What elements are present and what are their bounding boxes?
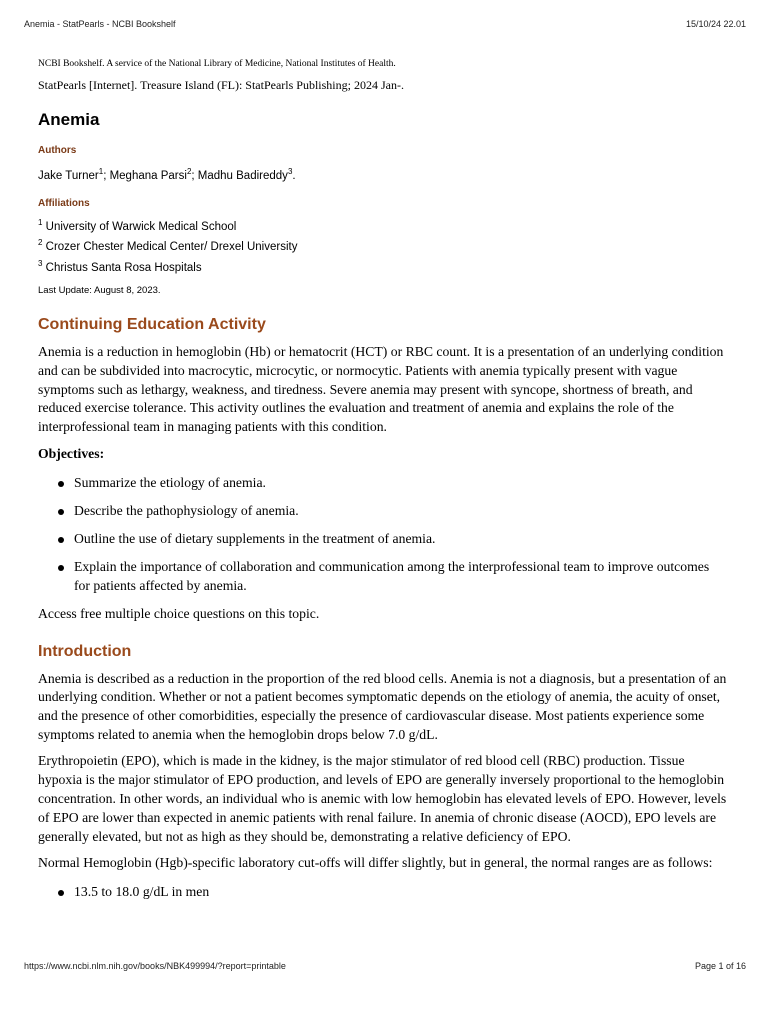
affiliation-item (38, 256, 728, 277)
affiliation-item (38, 215, 728, 236)
print-page-title: Anemia - StatPearls - NCBI Bookshelf (24, 19, 176, 29)
objectives-list (38, 474, 728, 596)
continuing-education-paragraph: Anemia is a reduction in hemoglobin (Hb) or hematocrit (HCT) or RBC count. It is a presentation of an underlying condition and can be subdivided into macrocytic, microcytic, or normocytic. Patients with anemia typically present with vague symptoms such as lethargy, weakness, and tiredness. Severe anemia may present with syncope, shortness of breath, and reduced exercise tolerance. This activity outlines the evaluation and treatment of anemia and explains the role of the interprofessional team in managing patients with this condition. (38, 343, 724, 435)
range-item (38, 883, 728, 902)
objective-item (38, 474, 728, 493)
author-name[interactable]: Jake Turner (38, 169, 99, 182)
objective-text: Describe the pathophysiology of anemia. (74, 503, 299, 519)
author-separator: ; (191, 169, 198, 182)
affiliation-text: Christus Santa Rosa Hospitals (45, 261, 202, 274)
objective-item (38, 558, 728, 596)
author-separator: . (292, 169, 296, 182)
print-url: https://www.ncbi.nlm.nih.gov/books/NBK499994/?report=printable (24, 961, 286, 971)
authors-list (38, 164, 728, 184)
bullet-icon (58, 509, 64, 515)
author-affiliation-ref: 2 (186, 167, 192, 176)
page-number: Page 1 of 16 (694, 961, 746, 971)
section-heading-continuing-education: Continuing Education Activity (38, 315, 266, 333)
print-footer (24, 961, 746, 971)
author-name[interactable]: Madhu Badireddy (197, 169, 288, 182)
affiliation-number: 3 (38, 259, 43, 269)
range-text: 13.5 to 18.0 g/dL in men (74, 883, 210, 899)
affiliation-text: Crozer Chester Medical Center/ Drexel University (45, 241, 298, 254)
objective-text: Summarize the etiology of anemia. (74, 475, 266, 491)
author-separator: ; (103, 169, 110, 182)
document-content (38, 58, 728, 911)
objective-item (38, 502, 728, 521)
section-heading-introduction: Introduction (38, 642, 132, 660)
print-header (24, 19, 746, 29)
author-affiliation-ref: 3 (287, 167, 293, 176)
objective-item (38, 530, 728, 549)
affiliation-text: University of Warwick Medical School (45, 220, 237, 233)
bookshelf-notice: NCBI Bookshelf. A service of the National Library of Medicine, National Institutes of Health. (38, 59, 396, 69)
bullet-icon (58, 565, 64, 571)
citation: StatPearls [Internet]. Treasure Island (FL): StatPearls Publishing; 2024 Jan-. (38, 78, 404, 92)
affiliations-heading: Affiliations (38, 197, 90, 209)
affiliation-number: 1 (38, 217, 43, 227)
objectives-heading: Objectives: (38, 446, 105, 462)
author-name[interactable]: Meghana Parsi (109, 169, 187, 182)
print-datetime: 15/10/24 22.01 (685, 19, 746, 29)
affiliations-list (38, 215, 728, 277)
affiliation-number: 2 (38, 238, 43, 248)
objective-text: Outline the use of dietary supplements in the treatment of anemia. (74, 530, 436, 546)
access-questions-text[interactable]: Access free multiple choice questions on this topic. (38, 605, 320, 621)
authors-heading: Authors (38, 145, 77, 156)
affiliation-item (38, 235, 728, 256)
author-affiliation-ref: 1 (98, 167, 104, 176)
hemoglobin-ranges-list (38, 883, 728, 902)
page-title: Anemia (38, 110, 100, 129)
last-update: Last Update: August 8, 2023. (38, 284, 161, 296)
introduction-paragraph: Normal Hemoglobin (Hgb)-specific laboratory cut-offs will differ slightly, but in general, the normal ranges are as follows: (38, 854, 713, 870)
introduction-paragraph: Erythropoietin (EPO), which is made in the kidney, is the major stimulator of red blood cell (RBC) production. Tissue hypoxia is the major stimulator of EPO production, and levels of EPO are generally inversely proportional to the hemoglobin concentration. In other words, an individual who is anemic with low hemoglobin has elevated levels of EPO. However, levels of EPO are lower than expected in anemic patients with renal failure. In anemia of chronic disease (AOCD), EPO levels are generally elevated, but not as high as they should be, demonstrating a relative deficiency of EPO. (38, 753, 727, 844)
bullet-icon (58, 890, 64, 896)
bullet-icon (58, 481, 64, 487)
bullet-icon (58, 537, 64, 543)
introduction-paragraph: Anemia is described as a reduction in the proportion of the red blood cells. Anemia is not a diagnosis, but a presentation of an underlying condition. Whether or not a patient becomes symptomatic depends on the etiology of anemia, the acuity of onset, and the presence of other comorbidities, especially the presence of cardiovascular disease. Most patients experience some symptoms related to anemia when the hemoglobin drops below 7.0 g/dL. (38, 670, 727, 743)
objective-text: Explain the importance of collaboration and communication among the interprofessional team to improve outcomes for patients affected by anemia. (74, 558, 710, 593)
